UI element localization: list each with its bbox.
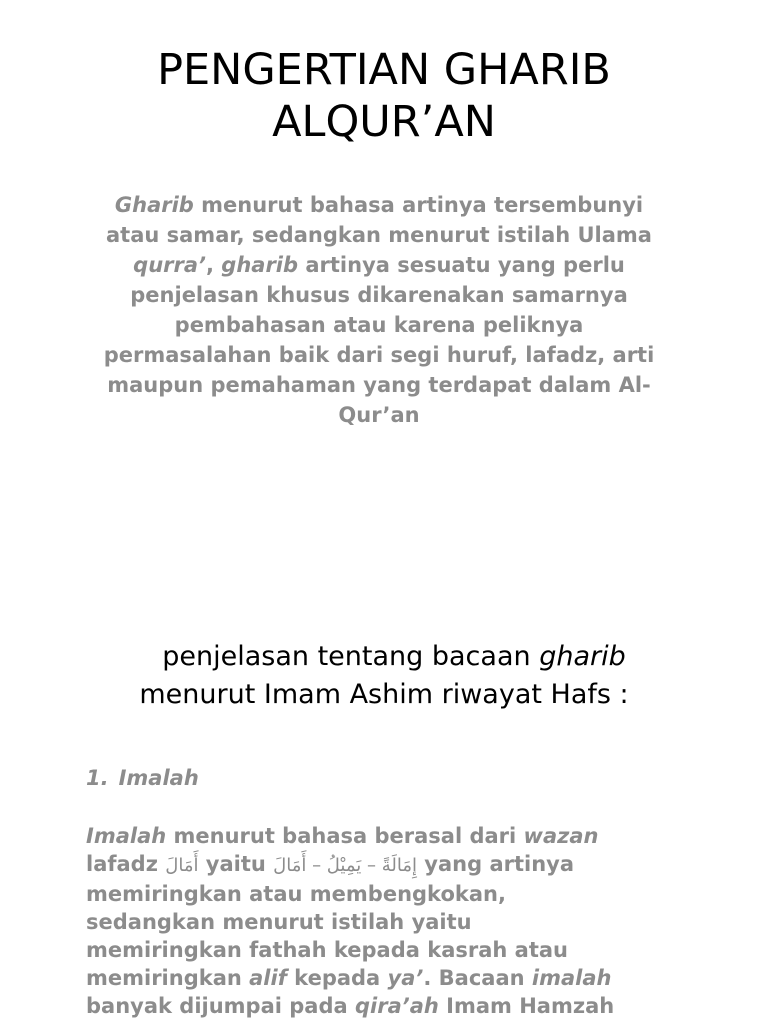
body-line-4: sedangkan menurut istilah yaitu (86, 910, 472, 934)
term-gharib: Gharib (114, 193, 194, 217)
definition-text-1: menurut bahasa artinya tersembunyi atau samar, sedangkan menurut istilah Ulama (106, 193, 652, 247)
body-line-6 (86, 964, 686, 992)
subtitle (60, 638, 708, 714)
term-qiraah: qira’ah (354, 994, 439, 1018)
title-line-1: PENGERTIAN GHARIB (157, 45, 611, 95)
subtitle-term-gharib: gharib (539, 641, 626, 672)
term-gharib-2: gharib (221, 253, 299, 277)
definition-paragraph (92, 190, 666, 430)
body-line-5: memiringkan fathah kepada kasrah atau (86, 938, 568, 962)
body-text: . Bacaan (423, 966, 532, 990)
title-line-2: ALQUR’AN (272, 97, 496, 147)
arabic-conjugation: إِمَالَةً – يَمِيْلُ – أَمَالَ (273, 855, 417, 876)
term-ya: ya’ (387, 966, 424, 990)
term-imalah: Imalah (86, 824, 167, 848)
body-text: yaitu (198, 852, 274, 876)
body-line-2 (86, 850, 686, 880)
term-wazan: wazan (523, 824, 599, 848)
body-text: memiringkan (86, 966, 250, 990)
arabic-word: أَمَالَ (165, 855, 199, 876)
body-text: lafadz (86, 852, 166, 876)
body-text: menurut bahasa berasal dari (166, 824, 524, 848)
section-number: 1. (86, 766, 109, 790)
section-title: Imalah (118, 766, 199, 790)
body-text: yang artinya (416, 852, 575, 876)
body-text: Imam Hamzah (438, 994, 615, 1018)
body-line-1 (86, 822, 686, 850)
page-title (0, 44, 768, 148)
body-line-3: memiringkan atau membengkokan, (86, 882, 506, 906)
section-heading (86, 766, 199, 790)
imalah-paragraph (86, 822, 686, 1020)
subtitle-line-2: menurut Imam Ashim riwayat Hafs : (139, 679, 629, 710)
subtitle-line-1 (60, 638, 708, 676)
term-qurra: qurra’ (133, 253, 206, 277)
body-line-7 (86, 992, 686, 1020)
body-text: kepada (286, 966, 388, 990)
term-alif: alif (249, 966, 287, 990)
definition-text-2: , (206, 253, 222, 277)
definition-text-3: artinya sesuatu yang perlu penjelasan khusus dikarenakan samarnya pembahasan atau karena peliknya permasalahan baik dari segi huruf, lafadz, arti maupun pemahaman yang terdapat dalam Al-Qur’an (103, 253, 655, 427)
term-imalah-2: imalah (531, 966, 612, 990)
body-text: banyak dijumpai pada (86, 994, 355, 1018)
subtitle-text: penjelasan tentang bacaan (162, 641, 540, 672)
